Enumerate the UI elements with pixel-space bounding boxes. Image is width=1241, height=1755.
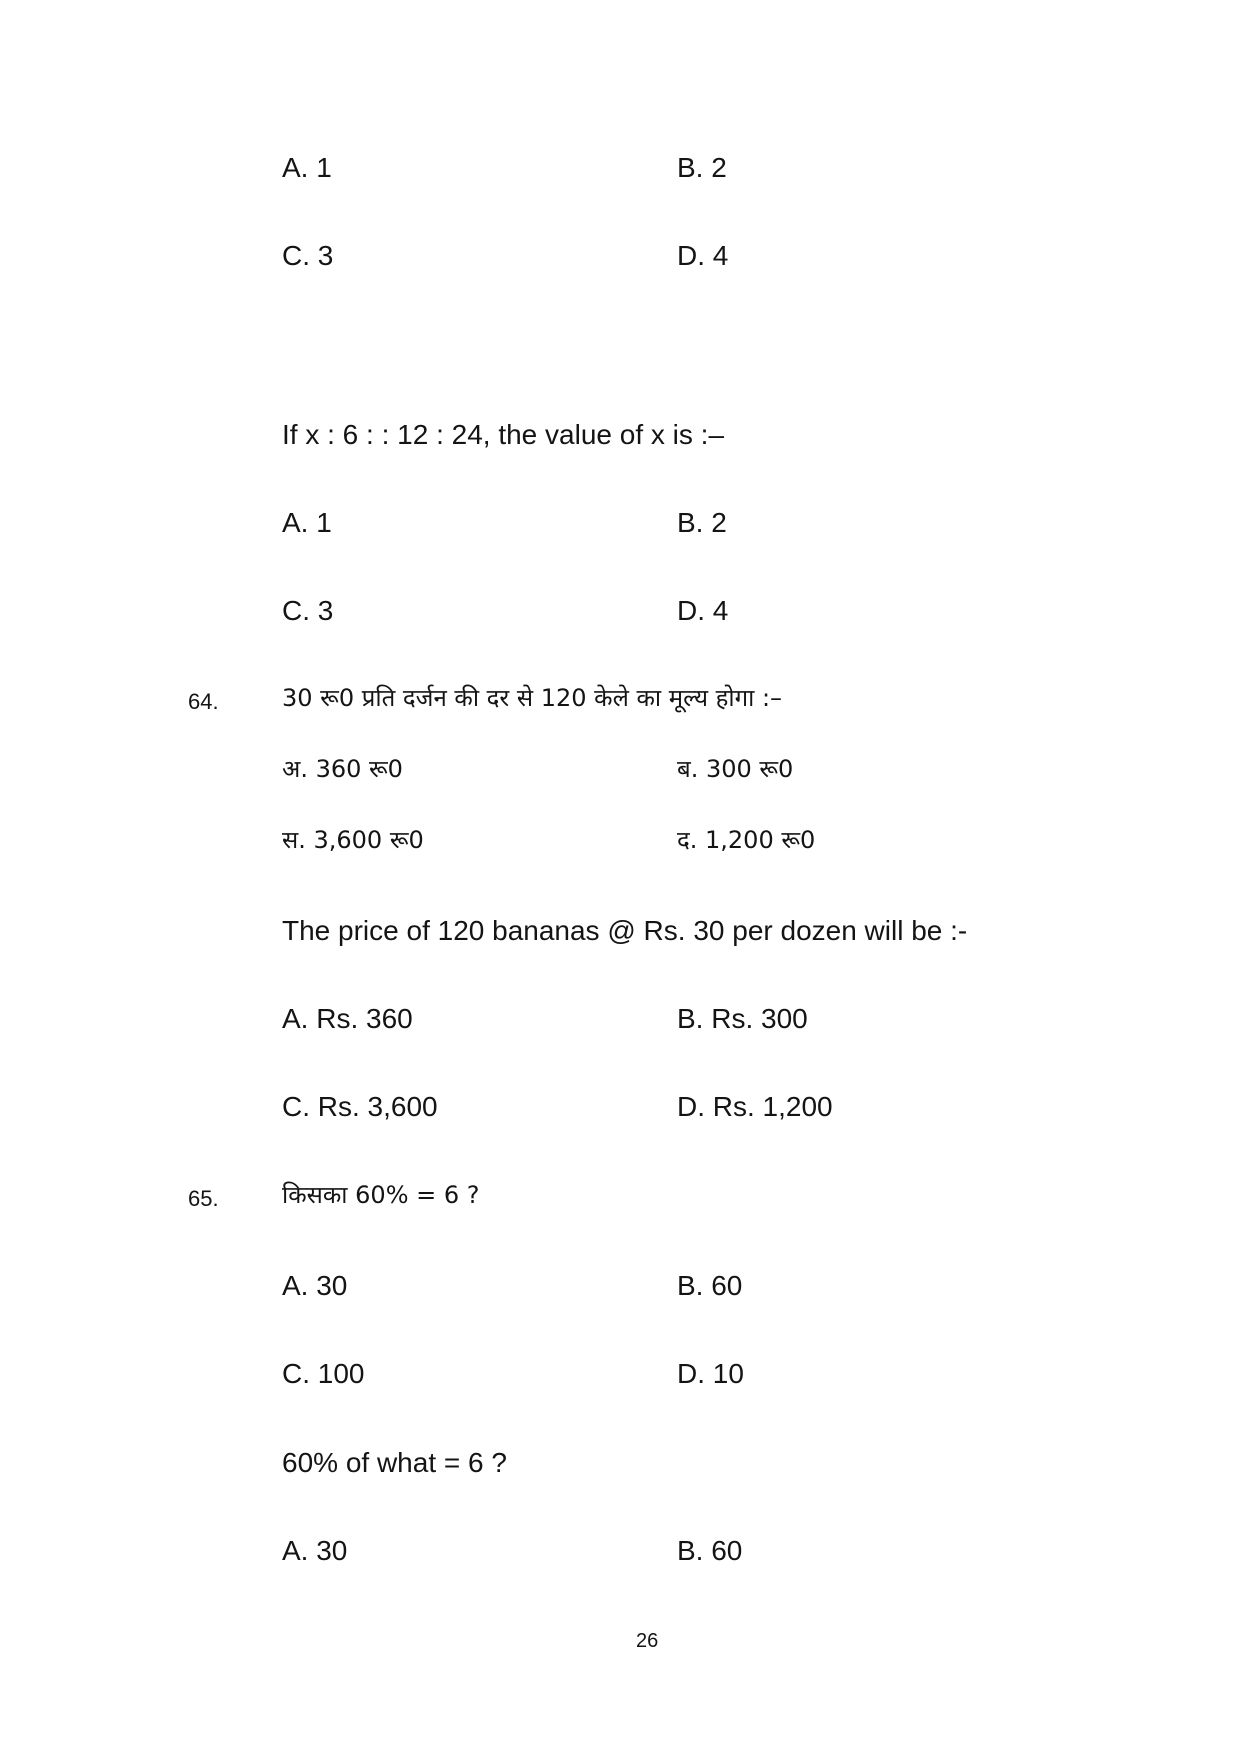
option-a: A. 1 <box>282 507 332 538</box>
option-a: A. 30 <box>282 1270 348 1301</box>
option-b: B. 60 <box>677 1270 743 1301</box>
option-hi-d: द. 1,200 रू0 <box>677 826 816 854</box>
option-c: C. 3 <box>282 595 334 626</box>
question-number: 65. <box>188 1186 219 1211</box>
option-d: D. Rs. 1,200 <box>677 1091 833 1122</box>
option-c: C. 100 <box>282 1358 365 1389</box>
question-text-hi: 30 रू0 प्रति दर्जन की दर से 120 केले का मूल्य होगा :– <box>282 684 783 712</box>
option-hi-c: स. 3,600 रू0 <box>282 826 424 854</box>
option-b: B. Rs. 300 <box>677 1003 808 1034</box>
option-d: D. 4 <box>677 595 729 626</box>
option-d: D. 10 <box>677 1358 744 1389</box>
option-a: A. 1 <box>282 152 332 183</box>
option-d: D. 4 <box>677 240 729 271</box>
page-number: 26 <box>636 1630 659 1652</box>
option-b: B. 2 <box>677 507 727 538</box>
question-text-en: If x : 6 : : 12 : 24, the value of x is :– <box>282 419 725 450</box>
option-b: B. 2 <box>677 152 727 183</box>
option-a: A. Rs. 360 <box>282 1003 413 1034</box>
question-number: 64. <box>188 689 219 714</box>
option-c: C. Rs. 3,600 <box>282 1091 438 1122</box>
option-c: C. 3 <box>282 240 334 271</box>
question-text-hi: किसका 60% = 6 ? <box>282 1181 480 1209</box>
option-hi-a: अ. 360 रू0 <box>282 755 403 783</box>
option-hi-b: ब. 300 रू0 <box>677 755 794 783</box>
option-b: B. 60 <box>677 1535 743 1566</box>
option-a: A. 30 <box>282 1535 348 1566</box>
question-text-en: 60% of what = 6 ? <box>282 1447 507 1478</box>
question-text-en: The price of 120 bananas @ Rs. 30 per dozen will be :- <box>282 915 968 946</box>
